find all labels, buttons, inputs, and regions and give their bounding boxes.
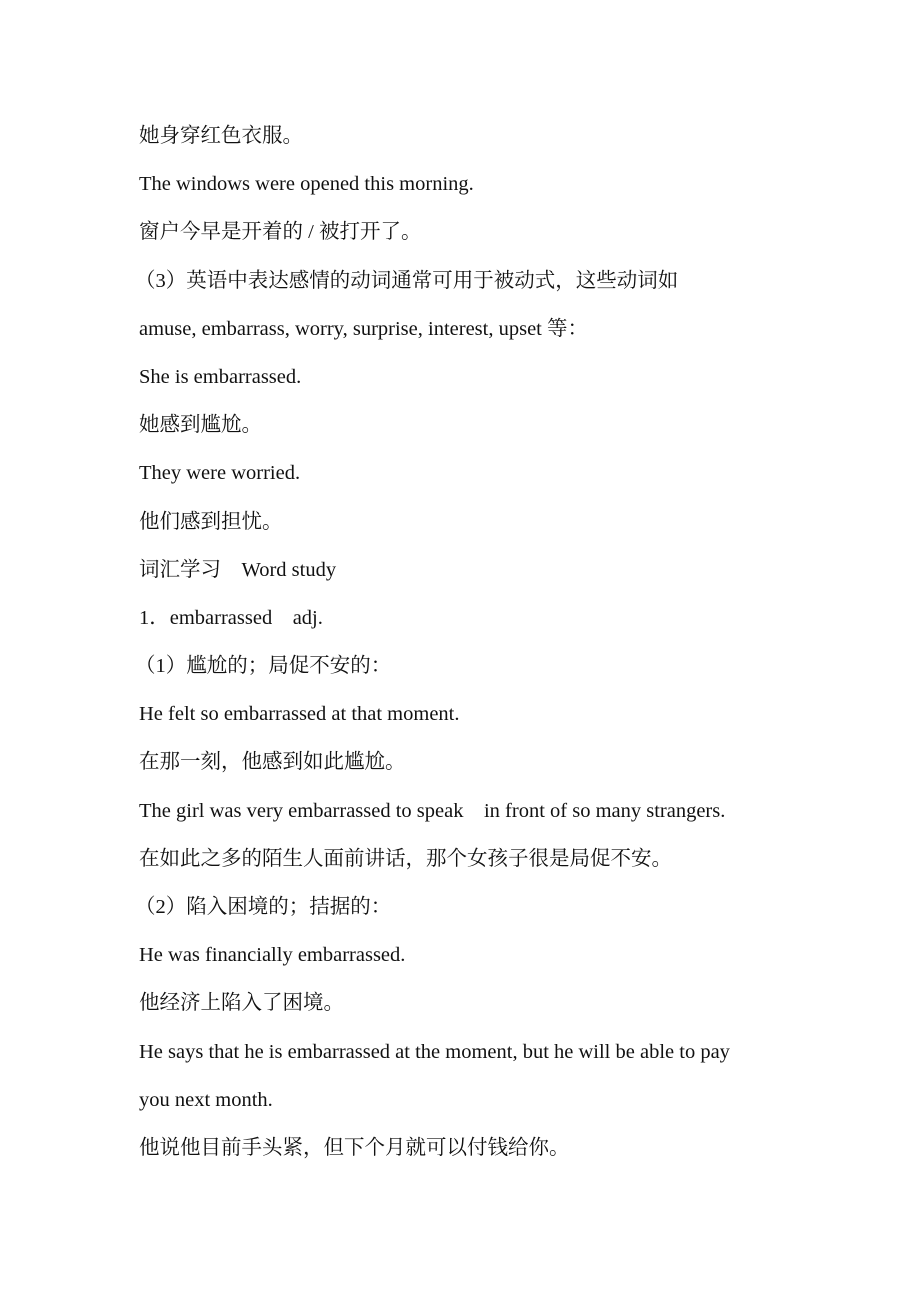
translation-line: 在那一刻，他感到如此尴尬。 [139, 751, 406, 774]
example-sentence: They were worried. [139, 462, 301, 485]
example-sentence-continued: you next month. [139, 1088, 273, 1111]
translation-line: 她身穿红色衣服。 [139, 125, 303, 147]
grammar-rule-continued: amuse, embarrass, worry, surprise, interest, upset 等： [139, 317, 588, 340]
translation-line: 窗户今早是开着的 / 被打开了。 [139, 221, 422, 244]
translation-line: 她感到尴尬。 [139, 414, 262, 437]
example-sentence: She is embarrassed. [139, 365, 302, 388]
sense-definition: （1）尴尬的；局促不安的： [135, 655, 392, 678]
grammar-rule: （3）英语中表达感情的动词通常可用于被动式，这些动词如 [135, 269, 679, 292]
translation-line: 他们感到担忧。 [139, 510, 283, 533]
translation-line: 他经济上陷入了困境。 [139, 992, 344, 1015]
document-page [135, 112, 839, 1172]
entry-heading-embarrassed: 1．embarrassed adj. [139, 606, 323, 629]
section-heading-word-study: 词汇学习 Word study [139, 558, 337, 581]
example-sentence: He felt so embarrassed at that moment. [139, 703, 460, 726]
example-sentence: He says that he is embarrassed at the moment, but he will be able to pay [139, 1040, 730, 1063]
example-sentence: The girl was very embarrassed to speak in front of so many strangers. [139, 799, 726, 822]
sense-definition: （2）陷入困境的；拮据的： [135, 896, 392, 918]
example-sentence: The windows were opened this morning. [139, 173, 474, 196]
translation-line: 在如此之多的陌生人面前讲话，那个女孩子很是局促不安。 [139, 847, 672, 870]
translation-line: 他说他目前手头紧，但下个月就可以付钱给你。 [139, 1136, 570, 1159]
example-sentence: He was financially embarrassed. [139, 944, 406, 967]
